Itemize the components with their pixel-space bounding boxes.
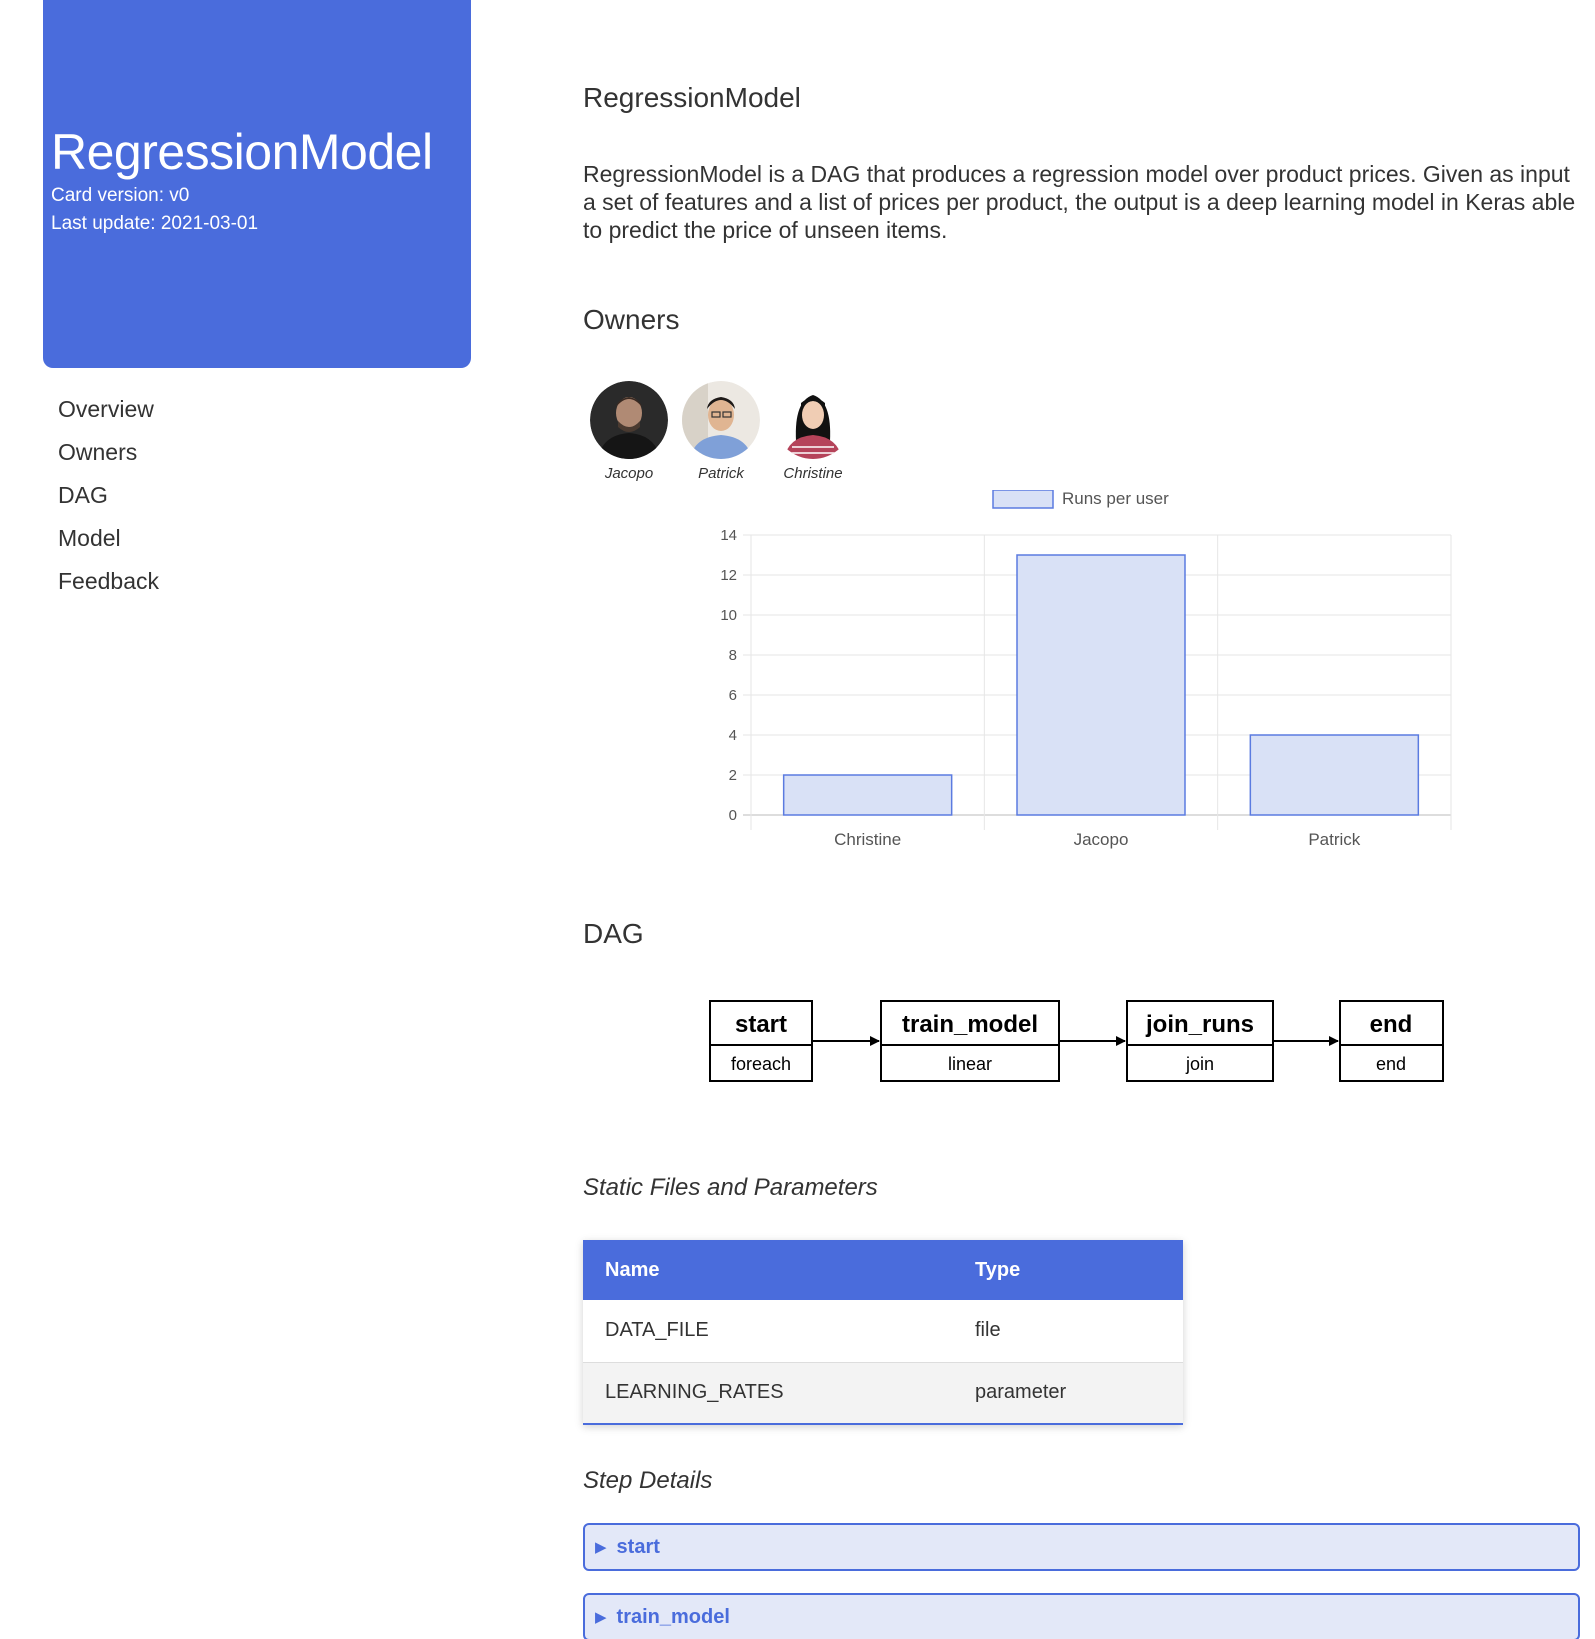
- dag-node-name: end: [1369, 1011, 1413, 1038]
- nav-item-dag[interactable]: DAG: [58, 482, 108, 508]
- dag-node-start: [710, 1001, 812, 1081]
- dag-node-type: foreach: [730, 1054, 792, 1074]
- owner-name: Jacopo: [604, 465, 654, 482]
- legend-label: Runs per user: [1062, 490, 1169, 508]
- dag-node-join-runs: [1127, 1001, 1273, 1081]
- model-card-header: [43, 0, 471, 368]
- owner-christine: [767, 381, 859, 482]
- dag-node-type: end: [1375, 1054, 1407, 1074]
- card-last-update: Last update: 2021-03-01: [51, 213, 259, 234]
- table-row: [583, 1300, 1183, 1362]
- col-header-name: Name: [583, 1240, 953, 1300]
- cell-name: DATA_FILE: [583, 1300, 953, 1362]
- card-version: Card version: v0: [51, 185, 190, 206]
- owner-patrick: [675, 381, 767, 482]
- static-files-heading: Static Files and Parameters: [583, 1174, 878, 1201]
- owner-name: Christine: [783, 465, 843, 482]
- cell-type: parameter: [953, 1362, 1183, 1424]
- avatar: [682, 381, 760, 459]
- cell-name: LEARNING_RATES: [583, 1362, 953, 1424]
- y-tick-label: 2: [728, 767, 737, 784]
- nav-item-owners[interactable]: Owners: [58, 439, 138, 465]
- legend-swatch: [993, 490, 1053, 508]
- model-description: RegressionModel is a DAG that produces a regression model over product prices. Given as input a set of features and a list of prices per product, the output is a deep learning model in Keras able to predict the price of unseen items.: [583, 161, 1576, 243]
- dag-node-name: join_runs: [1145, 1011, 1255, 1038]
- y-tick-label: 6: [728, 687, 737, 704]
- dag-node-end: [1340, 1001, 1443, 1081]
- nav-item-overview[interactable]: Overview: [58, 396, 154, 422]
- x-tick-label: Patrick: [1308, 830, 1361, 849]
- table-header-row: [583, 1240, 1183, 1300]
- avatar: [590, 381, 668, 459]
- page-title: RegressionModel: [583, 82, 801, 113]
- x-tick-label: Christine: [834, 830, 902, 849]
- dag-graph: [583, 995, 1483, 1095]
- y-tick-label: 8: [728, 647, 737, 664]
- y-tick-label: 12: [720, 567, 737, 584]
- dag-node-train-model: [881, 1001, 1059, 1081]
- dag-node-type: linear: [947, 1054, 993, 1074]
- bar-patrick: [1250, 735, 1418, 815]
- owner-name: Patrick: [698, 465, 744, 482]
- nav-item-model[interactable]: Model: [58, 525, 121, 551]
- y-tick-label: 4: [728, 727, 737, 744]
- step-label: train_model: [616, 1605, 730, 1628]
- avatar: [774, 381, 852, 459]
- sidebar-nav: [58, 388, 159, 603]
- caret-right-icon: ▶: [595, 1539, 607, 1556]
- step-label: start: [616, 1535, 660, 1558]
- step-details-heading: Step Details: [583, 1467, 713, 1494]
- dag-node-type: join: [1185, 1054, 1215, 1074]
- col-header-type: Type: [953, 1240, 1183, 1300]
- step-toggle-train-model[interactable]: [583, 1593, 1580, 1639]
- params-table: [583, 1240, 1183, 1425]
- cell-type: file: [953, 1300, 1183, 1362]
- owner-jacopo: [583, 381, 675, 482]
- step-toggle-start[interactable]: [583, 1523, 1580, 1571]
- table-row: [583, 1362, 1183, 1424]
- caret-right-icon: ▶: [595, 1609, 607, 1626]
- x-tick-label: Jacopo: [1073, 830, 1129, 849]
- dag-node-name: train_model: [901, 1011, 1039, 1038]
- bar-jacopo: [1017, 555, 1185, 815]
- y-tick-label: 14: [720, 527, 737, 544]
- owners-list: [583, 381, 859, 482]
- card-title: RegressionModel: [51, 124, 433, 180]
- dag-node-name: start: [734, 1011, 788, 1038]
- dag-heading: DAG: [583, 918, 644, 949]
- owners-heading: Owners: [583, 304, 680, 335]
- bar-christine: [784, 775, 952, 815]
- y-tick-label: 10: [720, 607, 737, 624]
- runs-per-user-chart: [583, 490, 1463, 860]
- nav-item-feedback[interactable]: Feedback: [58, 568, 160, 594]
- y-tick-label: 0: [728, 807, 737, 824]
